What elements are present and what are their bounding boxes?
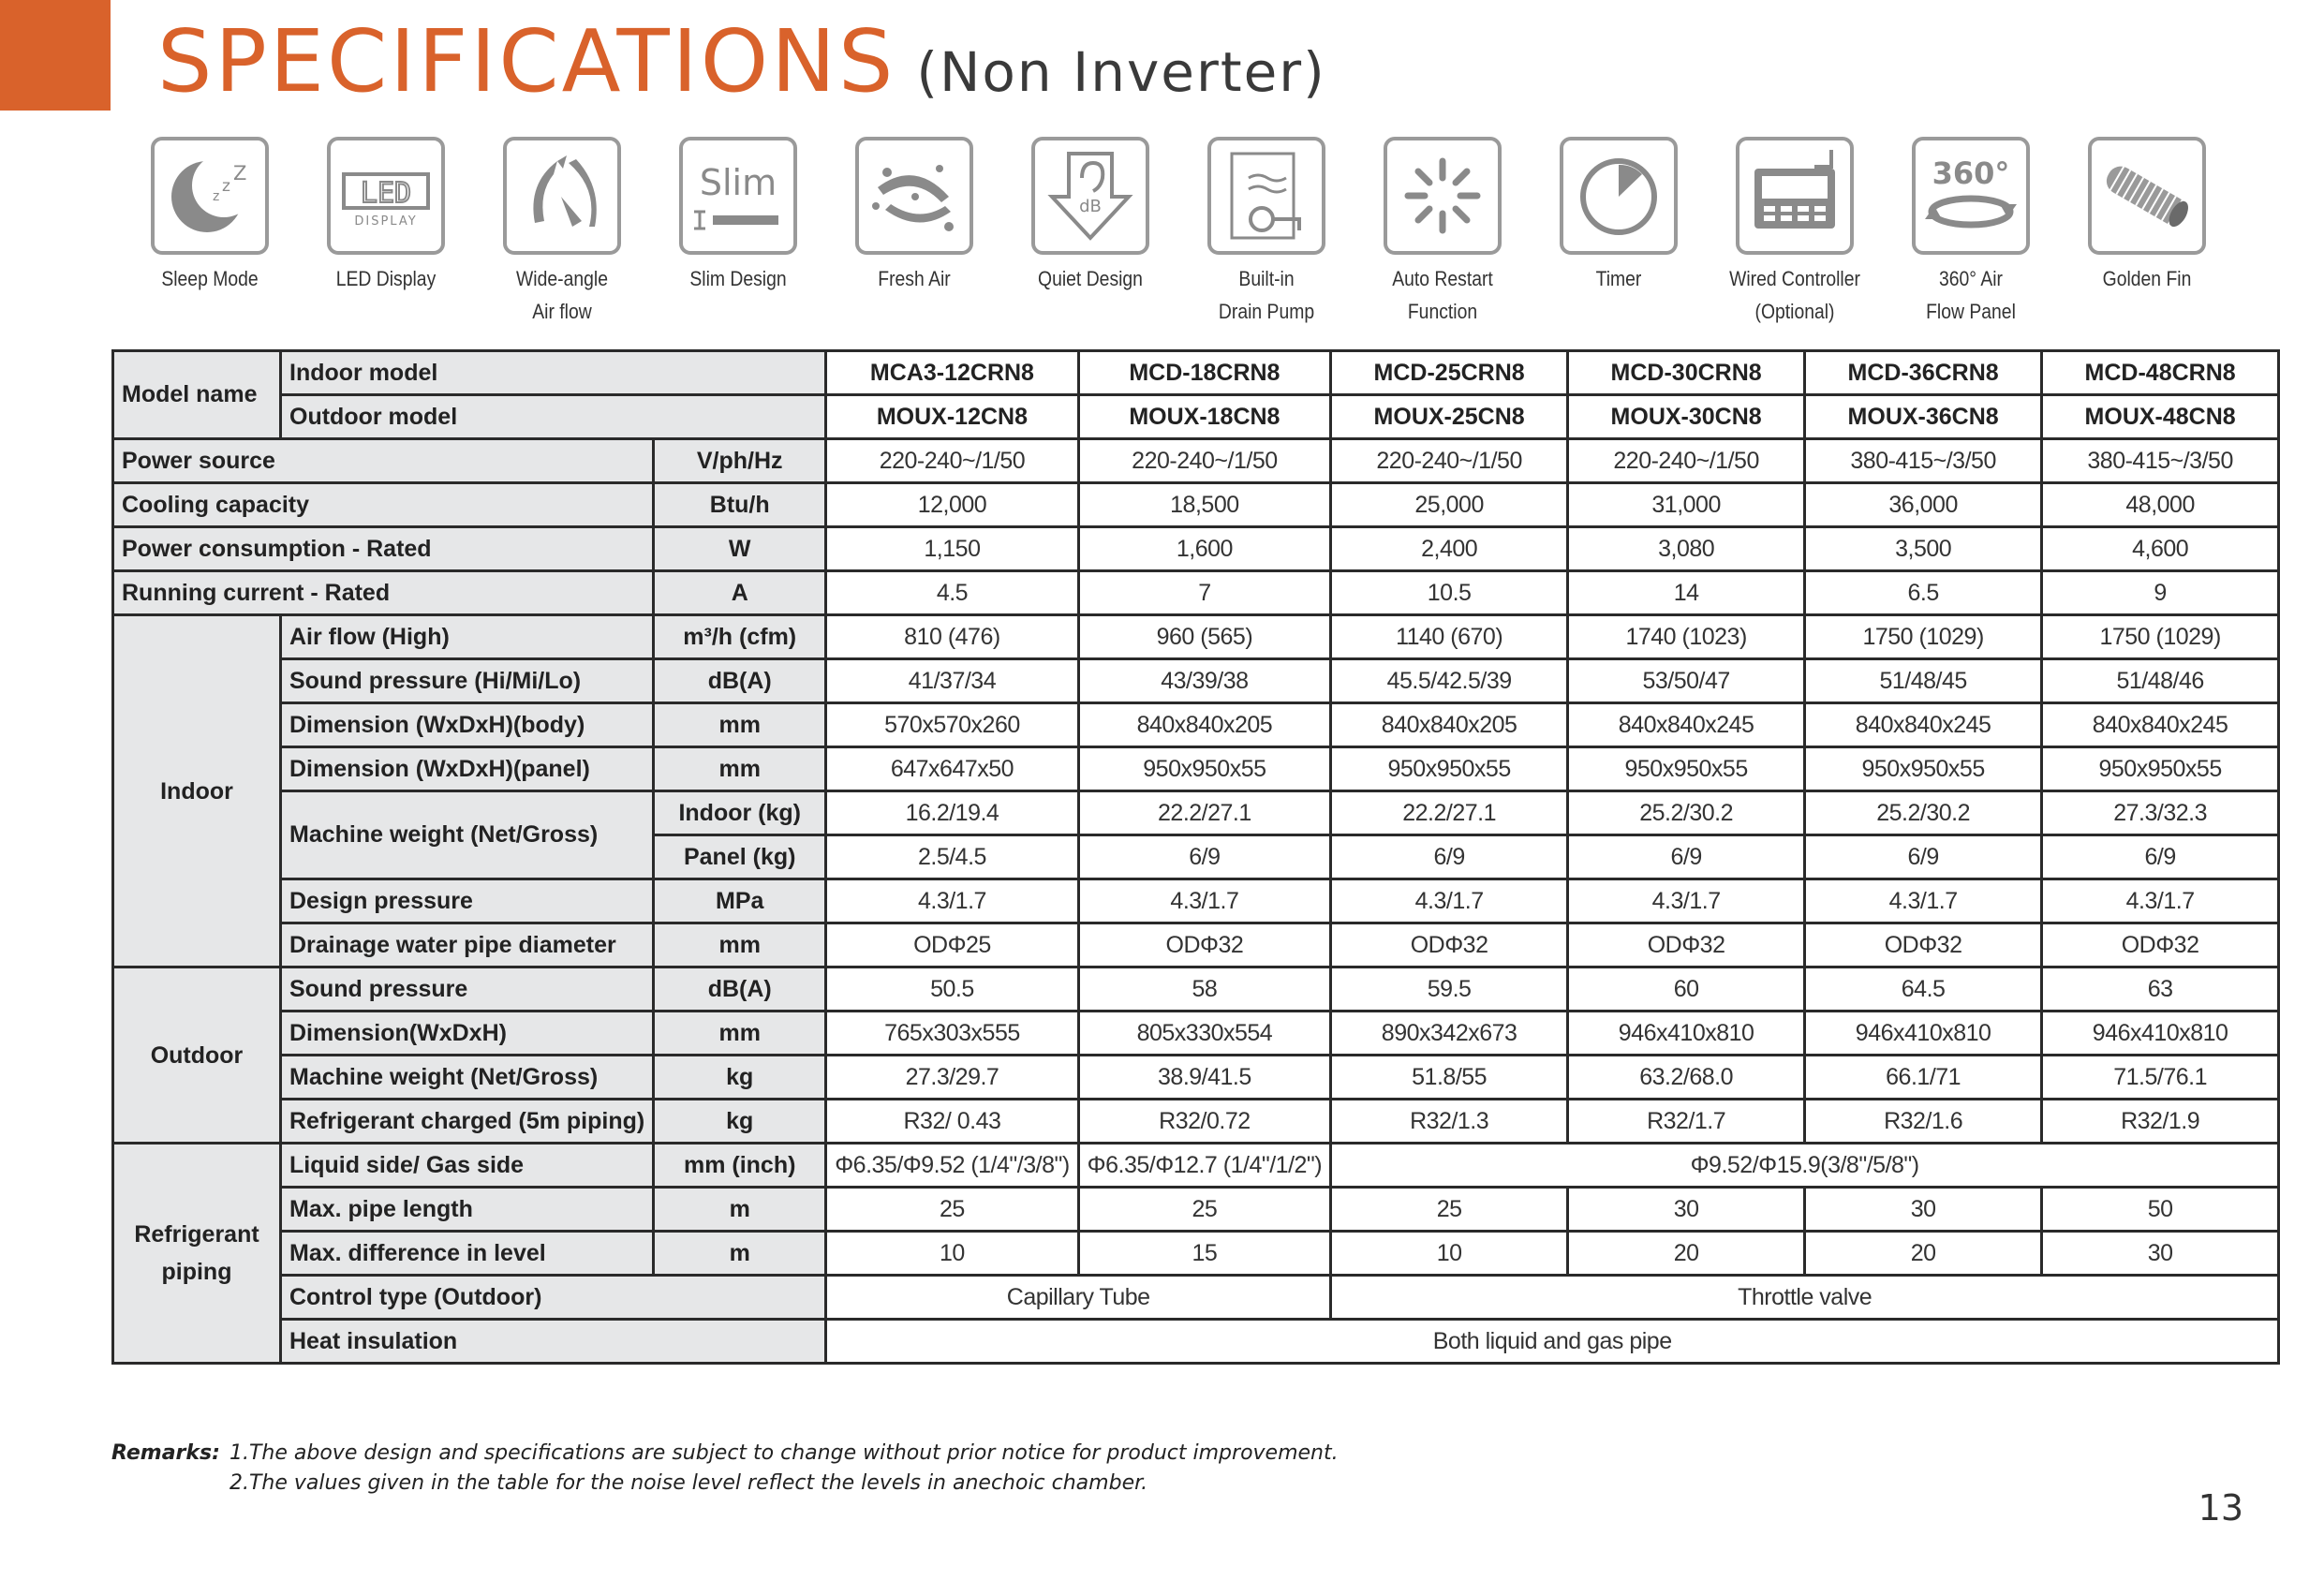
feature-label: Built-in xyxy=(1238,267,1295,290)
feature-label: LED Display xyxy=(335,267,437,290)
feature-label-line2: Drain Pump xyxy=(1218,300,1315,323)
value-cell: 51/48/45 xyxy=(1805,659,2042,703)
feature-label: Golden Fin xyxy=(2102,267,2192,290)
table-row xyxy=(113,703,2279,747)
row-label: Max. pipe length xyxy=(281,1188,654,1232)
outdoor-model-cell: MOUX-36CN8 xyxy=(1805,395,2042,439)
indoor-model-cell: MCD-48CRN8 xyxy=(2042,351,2279,395)
feature-label: Timer xyxy=(1595,267,1642,290)
value-cell: 25 xyxy=(1078,1188,1330,1232)
drain-pump-icon xyxy=(1211,140,1322,251)
row-unit: m xyxy=(654,1188,826,1232)
row-label: Cooling capacity xyxy=(113,483,654,527)
row-label: Drainage water pipe diameter xyxy=(281,923,654,967)
value-cell: 27.3/32.3 xyxy=(2042,791,2279,835)
row-unit: m xyxy=(654,1232,826,1276)
value-cell: 4.5 xyxy=(826,571,1078,615)
value-cell: 4.3/1.7 xyxy=(826,879,1078,923)
led-display-icon xyxy=(331,140,441,251)
remark-line-2: 2.The values given in the table for the noise level reflect the levels in anechoic chamber. xyxy=(229,1471,1148,1495)
value-cell: 58 xyxy=(1078,967,1330,1012)
row-label: Liquid side/ Gas side xyxy=(281,1144,654,1188)
feature-360-air-flow-panel xyxy=(1883,137,2059,328)
row-unit: mm xyxy=(654,747,826,791)
row-unit: kg xyxy=(654,1056,826,1100)
feature-label: Sleep Mode xyxy=(161,267,259,290)
row-label: Power consumption - Rated xyxy=(113,527,654,571)
outdoor-model-cell: MOUX-18CN8 xyxy=(1078,395,1330,439)
table-row xyxy=(113,1188,2279,1232)
wired-controller-icon xyxy=(1739,140,1850,251)
machine-weight-label: Machine weight (Net/Gross) xyxy=(281,791,654,879)
feature-label-line2: Flow Panel xyxy=(1926,300,2016,323)
value-cell: 946x410x810 xyxy=(1805,1012,2042,1056)
value-cell: 10.5 xyxy=(1331,571,1568,615)
value-cell: 950x950x55 xyxy=(1331,747,1568,791)
value-cell: 3,500 xyxy=(1805,527,2042,571)
value-cell: 6/9 xyxy=(1078,835,1330,879)
value-cell: 9 xyxy=(2042,571,2279,615)
row-unit: m³/h (cfm) xyxy=(654,615,826,659)
feature-golden-fin xyxy=(2059,137,2235,295)
value-cell: 946x410x810 xyxy=(1568,1012,1805,1056)
table-row xyxy=(113,791,2279,835)
table-row xyxy=(113,439,2279,483)
outdoor-model-header: Outdoor model xyxy=(281,395,826,439)
feature-quiet-design xyxy=(1002,137,1178,295)
table-row xyxy=(113,1100,2279,1144)
value-cell: 53/50/47 xyxy=(1568,659,1805,703)
value-cell: 1,150 xyxy=(826,527,1078,571)
timer-icon xyxy=(1563,140,1674,251)
value-cell: 10 xyxy=(1331,1232,1568,1276)
row-label: Machine weight (Net/Gross) xyxy=(281,1056,654,1100)
value-cell: R32/1.6 xyxy=(1805,1100,2042,1144)
value-cell: 810 (476) xyxy=(826,615,1078,659)
value-cell: 6/9 xyxy=(2042,835,2279,879)
feature-icons-row xyxy=(122,137,2211,343)
row-label: Sound pressure (Hi/Mi/Lo) xyxy=(281,659,654,703)
title-subtitle: (Non Inverter) xyxy=(916,40,1326,104)
value-cell: 840x840x245 xyxy=(1568,703,1805,747)
row-unit: Btu/h xyxy=(654,483,826,527)
value-cell: ODΦ32 xyxy=(1805,923,2042,967)
table-row xyxy=(113,923,2279,967)
value-cell: 1,600 xyxy=(1078,527,1330,571)
row-label: Air flow (High) xyxy=(281,615,654,659)
row-unit: W xyxy=(654,527,826,571)
specifications-table xyxy=(111,349,2280,1365)
value-cell: 18,500 xyxy=(1078,483,1330,527)
table-row xyxy=(113,879,2279,923)
value-cell: ODΦ25 xyxy=(826,923,1078,967)
value-cell: 7 xyxy=(1078,571,1330,615)
value-cell: 27.3/29.7 xyxy=(826,1056,1078,1100)
value-cell: R32/1.3 xyxy=(1331,1100,1568,1144)
value-cell: 6/9 xyxy=(1568,835,1805,879)
value-cell: 25 xyxy=(1331,1188,1568,1232)
table-row xyxy=(113,1144,2279,1188)
svg-text:z: z xyxy=(213,189,220,204)
value-cell: 1750 (1029) xyxy=(1805,615,2042,659)
value-cell: 38.9/41.5 xyxy=(1078,1056,1330,1100)
value-cell: 71.5/76.1 xyxy=(2042,1056,2279,1100)
row-unit: dB(A) xyxy=(654,967,826,1012)
value-cell: 4.3/1.7 xyxy=(1805,879,2042,923)
slim-text: Slim xyxy=(699,162,777,203)
value-cell: 64.5 xyxy=(1805,967,2042,1012)
value-cell: 840x840x205 xyxy=(1078,703,1330,747)
corner-accent xyxy=(0,0,111,111)
title-main: SPECIFICATIONS xyxy=(157,11,896,111)
remarks-label: Remarks: xyxy=(111,1441,220,1465)
indoor-model-cell: MCD-36CRN8 xyxy=(1805,351,2042,395)
sleep-mode-icon xyxy=(155,140,265,251)
value-cell: 43/39/38 xyxy=(1078,659,1330,703)
value-cell: 647x647x50 xyxy=(826,747,1078,791)
row-label: Control type (Outdoor) xyxy=(281,1276,826,1320)
value-cell: 36,000 xyxy=(1805,483,2042,527)
value-cell: 3,080 xyxy=(1568,527,1805,571)
value-cell: 6/9 xyxy=(1805,835,2042,879)
value-cell: ODΦ32 xyxy=(1331,923,1568,967)
value-cell: 6/9 xyxy=(1331,835,1568,879)
row-label: Dimension (WxDxH)(panel) xyxy=(281,747,654,791)
value-cell: 63 xyxy=(2042,967,2279,1012)
row-label: Heat insulation xyxy=(281,1320,826,1364)
value-cell: 16.2/19.4 xyxy=(826,791,1078,835)
value-cell: 20 xyxy=(1805,1232,2042,1276)
value-cell: 220-240~/1/50 xyxy=(1078,439,1330,483)
auto-restart-icon xyxy=(1387,140,1498,251)
value-cell: 25,000 xyxy=(1331,483,1568,527)
table-row xyxy=(113,659,2279,703)
value-cell: 960 (565) xyxy=(1078,615,1330,659)
value-cell: 60 xyxy=(1568,967,1805,1012)
outdoor-model-cell: MOUX-48CN8 xyxy=(2042,395,2279,439)
feature-label-line2: (Optional) xyxy=(1754,300,1835,323)
value-cell: 51/48/46 xyxy=(2042,659,2279,703)
row-label: Max. difference in level xyxy=(281,1232,654,1276)
value-cell: ODΦ32 xyxy=(1568,923,1805,967)
row-label: Design pressure xyxy=(281,879,654,923)
value-cell: 48,000 xyxy=(2042,483,2279,527)
value-cell: 840x840x245 xyxy=(1805,703,2042,747)
value-cell: 950x950x55 xyxy=(1805,747,2042,791)
outdoor-group-header: Outdoor xyxy=(113,967,281,1144)
value-cell: Capillary Tube xyxy=(826,1276,1331,1320)
value-cell: R32/0.72 xyxy=(1078,1100,1330,1144)
fresh-air-icon xyxy=(859,140,970,251)
value-cell: 45.5/42.5/39 xyxy=(1331,659,1568,703)
remark-line-1: 1.The above design and specifications are subject to change without prior notice for product improvement. xyxy=(229,1441,1339,1465)
table-row xyxy=(113,747,2279,791)
value-cell: 59.5 xyxy=(1331,967,1568,1012)
row-unit: mm (inch) xyxy=(654,1144,826,1188)
table-row xyxy=(113,1012,2279,1056)
refrigerant-group-line1: Refrigerant xyxy=(134,1221,259,1248)
value-cell: 4.3/1.7 xyxy=(1568,879,1805,923)
value-cell: 380-415~/3/50 xyxy=(2042,439,2279,483)
value-cell: Φ9.52/Φ15.9(3/8"/5/8") xyxy=(1331,1144,2279,1188)
model-name-header: Model name xyxy=(113,351,281,439)
value-cell: 63.2/68.0 xyxy=(1568,1056,1805,1100)
value-cell: 220-240~/1/50 xyxy=(826,439,1078,483)
indoor-model-cell: MCD-30CRN8 xyxy=(1568,351,1805,395)
svg-text:z: z xyxy=(222,177,230,196)
value-cell: 765x303x555 xyxy=(826,1012,1078,1056)
feature-label: Fresh Air xyxy=(878,267,951,290)
value-cell: 950x950x55 xyxy=(1568,747,1805,791)
value-cell: R32/ 0.43 xyxy=(826,1100,1078,1144)
value-cell: R32/1.9 xyxy=(2042,1100,2279,1144)
feature-wired-controller xyxy=(1707,137,1883,328)
value-cell: 1140 (670) xyxy=(1331,615,1568,659)
value-cell: 890x342x673 xyxy=(1331,1012,1568,1056)
value-cell: 4.3/1.7 xyxy=(2042,879,2279,923)
db-text: dB xyxy=(1079,197,1102,216)
feature-label: Quiet Design xyxy=(1038,267,1143,290)
table-row xyxy=(113,615,2279,659)
value-cell: 12,000 xyxy=(826,483,1078,527)
row-label: Refrigerant charged (5m piping) xyxy=(281,1100,654,1144)
row-unit: dB(A) xyxy=(654,659,826,703)
row-label: Dimension(WxDxH) xyxy=(281,1012,654,1056)
flow-panel-360-icon xyxy=(1916,140,2026,251)
indoor-model-cell: MCA3-12CRN8 xyxy=(826,351,1078,395)
feature-auto-restart xyxy=(1354,137,1531,328)
feature-label: Slim Design xyxy=(689,267,787,290)
value-cell: 14 xyxy=(1568,571,1805,615)
value-cell: 50 xyxy=(2042,1188,2279,1232)
value-cell: 41/37/34 xyxy=(826,659,1078,703)
feature-label: 360° Air xyxy=(1938,267,2004,290)
value-cell: 4.3/1.7 xyxy=(1078,879,1330,923)
value-cell: 950x950x55 xyxy=(2042,747,2279,791)
slim-design-icon xyxy=(683,140,793,251)
value-cell: 25.2/30.2 xyxy=(1805,791,2042,835)
row-unit: mm xyxy=(654,703,826,747)
feature-label-line2: Function xyxy=(1407,300,1478,323)
table-row xyxy=(113,483,2279,527)
value-cell: 15 xyxy=(1078,1232,1330,1276)
display-text: DISPLAY xyxy=(354,214,418,229)
value-cell: 30 xyxy=(2042,1232,2279,1276)
value-cell: 946x410x810 xyxy=(2042,1012,2279,1056)
value-cell: 30 xyxy=(1568,1188,1805,1232)
table-row xyxy=(113,1320,2279,1364)
row-label: Sound pressure xyxy=(281,967,654,1012)
value-cell: 4,600 xyxy=(2042,527,2279,571)
table-row xyxy=(113,571,2279,615)
value-cell: 1750 (1029) xyxy=(2042,615,2279,659)
value-cell: 51.8/55 xyxy=(1331,1056,1568,1100)
value-cell: 50.5 xyxy=(826,967,1078,1012)
feature-drain-pump xyxy=(1178,137,1354,328)
value-cell: 4.3/1.7 xyxy=(1331,879,1568,923)
value-cell: 950x950x55 xyxy=(1078,747,1330,791)
golden-fin-icon xyxy=(2092,140,2202,251)
indoor-model-cell: MCD-18CRN8 xyxy=(1078,351,1330,395)
row-label: Power source xyxy=(113,439,654,483)
table-row xyxy=(113,1232,2279,1276)
value-cell: Φ6.35/Φ12.7 (1/4"/1/2") xyxy=(1078,1144,1330,1188)
row-unit: V/ph/Hz xyxy=(654,439,826,483)
feature-label-line2: Air flow xyxy=(532,300,592,323)
row-unit: MPa xyxy=(654,879,826,923)
table-row xyxy=(113,967,2279,1012)
row-label: Running current - Rated xyxy=(113,571,654,615)
value-cell: 66.1/71 xyxy=(1805,1056,2042,1100)
indoor-model-cell: MCD-25CRN8 xyxy=(1331,351,1568,395)
value-cell: 2,400 xyxy=(1331,527,1568,571)
indoor-group-header: Indoor xyxy=(113,615,281,967)
row-unit: mm xyxy=(654,923,826,967)
row-unit: Panel (kg) xyxy=(654,835,826,879)
outdoor-model-cell: MOUX-30CN8 xyxy=(1568,395,1805,439)
outdoor-model-cell: MOUX-25CN8 xyxy=(1331,395,1568,439)
outdoor-model-cell: MOUX-12CN8 xyxy=(826,395,1078,439)
value-cell: 20 xyxy=(1568,1232,1805,1276)
value-cell: 25 xyxy=(826,1188,1078,1232)
feature-label: Wired Controller xyxy=(1729,267,1860,290)
table-row xyxy=(113,351,2279,395)
value-cell: 840x840x205 xyxy=(1331,703,1568,747)
table-row xyxy=(113,527,2279,571)
svg-text:Z: Z xyxy=(233,162,247,185)
value-cell: 220-240~/1/50 xyxy=(1331,439,1568,483)
refrigerant-group-line2: piping xyxy=(161,1259,232,1285)
wide-angle-airflow-icon xyxy=(507,140,617,251)
table-row xyxy=(113,395,2279,439)
value-cell: 1740 (1023) xyxy=(1568,615,1805,659)
value-cell: 570x570x260 xyxy=(826,703,1078,747)
led-text: LED xyxy=(360,177,412,210)
value-cell: Φ6.35/Φ9.52 (1/4"/3/8") xyxy=(826,1144,1078,1188)
value-cell: 22.2/27.1 xyxy=(1331,791,1568,835)
value-cell: 840x840x245 xyxy=(2042,703,2279,747)
feature-wide-angle-airflow xyxy=(474,137,650,328)
table-row xyxy=(113,1056,2279,1100)
value-cell: 380-415~/3/50 xyxy=(1805,439,2042,483)
row-unit: A xyxy=(654,571,826,615)
value-cell: ODΦ32 xyxy=(2042,923,2279,967)
feature-led-display xyxy=(298,137,474,295)
row-unit: mm xyxy=(654,1012,826,1056)
value-cell: R32/1.7 xyxy=(1568,1100,1805,1144)
feature-label: Wide-angle xyxy=(516,267,608,290)
row-unit: Indoor (kg) xyxy=(654,791,826,835)
value-cell: 6.5 xyxy=(1805,571,2042,615)
value-cell: Throttle valve xyxy=(1331,1276,2279,1320)
value-cell: ODΦ32 xyxy=(1078,923,1330,967)
row-unit: kg xyxy=(654,1100,826,1144)
feature-sleep-mode xyxy=(122,137,298,295)
value-cell: 30 xyxy=(1805,1188,2042,1232)
value-cell: 31,000 xyxy=(1568,483,1805,527)
quiet-design-icon xyxy=(1035,140,1146,251)
deg360-text: 360° xyxy=(1932,155,2010,191)
value-cell: Both liquid and gas pipe xyxy=(826,1320,2279,1364)
value-cell: 2.5/4.5 xyxy=(826,835,1078,879)
value-cell: 25.2/30.2 xyxy=(1568,791,1805,835)
indoor-model-header: Indoor model xyxy=(281,351,826,395)
page-title xyxy=(157,11,1326,111)
refrigerant-piping-group-header xyxy=(113,1144,281,1364)
feature-fresh-air xyxy=(826,137,1002,295)
feature-timer xyxy=(1531,137,1707,295)
remarks xyxy=(111,1439,1339,1499)
value-cell: 22.2/27.1 xyxy=(1078,791,1330,835)
value-cell: 10 xyxy=(826,1232,1078,1276)
table-row xyxy=(113,1276,2279,1320)
row-label: Dimension (WxDxH)(body) xyxy=(281,703,654,747)
value-cell: 805x330x554 xyxy=(1078,1012,1330,1056)
feature-slim-design xyxy=(650,137,826,295)
value-cell: 220-240~/1/50 xyxy=(1568,439,1805,483)
page-number: 13 xyxy=(2198,1487,2243,1529)
feature-label: Auto Restart xyxy=(1392,267,1493,290)
